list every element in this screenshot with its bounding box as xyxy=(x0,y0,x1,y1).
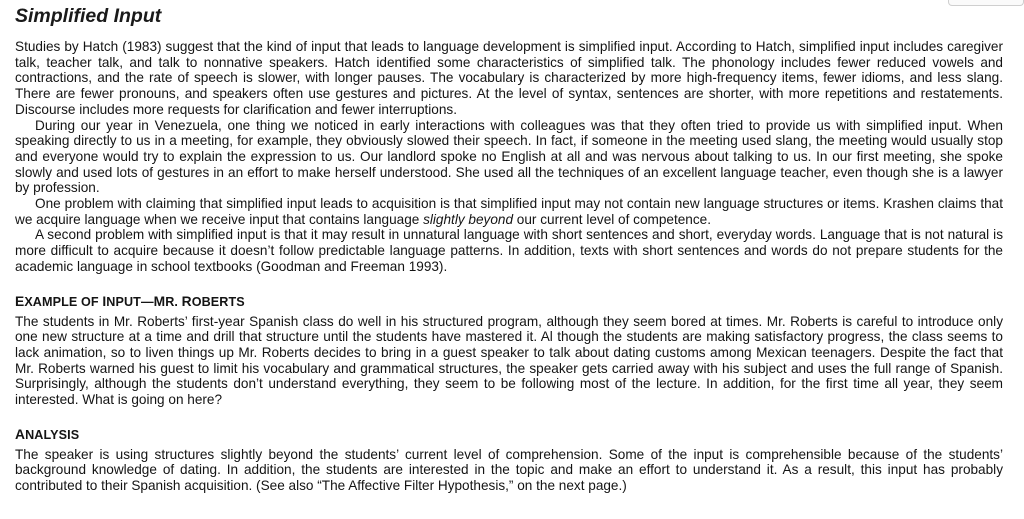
analysis-heading-nalysis: NALYSIS xyxy=(25,427,80,442)
page-title: Simplified Input xyxy=(15,5,162,27)
example-heading-i: I xyxy=(102,293,107,309)
example-heading xyxy=(15,294,1003,309)
example-heading-nput: NPUT xyxy=(106,294,141,309)
example-text: The students in Mr. Roberts’ first-year Spanish class do well in his structured program, although they seem bored at times. Mr. Roberts is careful to introduce only one new structure at a time and drill that structure until the students have mastered it. Al though the students are making satisfactory progress, the class seems to lack animation, so to liven things up Mr. Roberts decides to bring in a guest speaker to talk about dating customs among Mexican teenagers. Despite the fact that Mr. Roberts warned his guest to limit his vocabulary and grammatical structures, the speaker gets carried away with his subject and uses the full range of Spanish. Surprisingly, although the students don’t understand everything, they seem to be following most of the lecture. In addition, for the first time all year, they seem interested. What is going on here? xyxy=(15,313,1003,408)
example-heading-e: E xyxy=(15,293,25,309)
paragraph-venezuela: During our year in Venezuela, one thing we noticed in early interactions with colleagues was that they often tried to provide us with simplified input. When speaking directly to us in a meeting, for example, they obviously slowed their speech. In fact, if someone in the meeting used slang, the meeting would usually stop and everyone would try to explain the expression to us. Our landlord spoke no English at all and was nervous about talking to us. In our first meeting, she spoke slowly and used lots of gestures in an effort to make herself understood. She used all the techniques of an excellent language teacher, even though she is a lawyer by profession. xyxy=(15,117,1003,196)
paragraph-krashen-before: One problem with claiming that simplified input leads to acquisition is that simplified input may not contain new language structures or items. Krashen claims that we acquire language when we receive input that contains language xyxy=(15,196,1003,227)
example-heading-of: OF xyxy=(81,294,99,309)
example-heading-xample: XAMPLE xyxy=(24,294,78,309)
example-heading-dash: — xyxy=(140,294,154,309)
example-heading-r2: R xyxy=(181,293,192,309)
analysis-heading-a: A xyxy=(15,426,26,442)
paragraph-krashen-after: our current level of competence. xyxy=(513,211,711,227)
paragraph-hatch: Studies by Hatch (1983) suggest that the kind of input that leads to language development is simplified input. According to Hatch, simplified input includes caregiver talk, teacher talk, and talk to nonnative speakers. Hatch identified some characteristics of simplified talk. The phonology includes fewer reduced vowels and contractions, and the rate of speech is slower, with longer pauses. The vocabulary is characterized by more high-frequency items, fewer idioms, and less slang. There are fewer pronouns, and speakers often use gestures and pictures. At the level of syntax, sentences are shorter, with more repetitions and restatements. Discourse includes more requests for clarification and fewer interruptions. xyxy=(15,39,1003,117)
paragraph-krashen xyxy=(15,196,1003,227)
document-page xyxy=(15,0,1003,494)
paragraph-second-problem: A second problem with simplified input is that it may result in unnatural language with short sentences and short, everyday words. Language that is not natural is more difficult to acquire because it doesn’t follow predictable language patterns. In addition, texts with short sentences and words do not prepare students for the academic language in school textbooks (Goodman and Freeman 1993). xyxy=(15,227,1003,274)
example-heading-r: R. xyxy=(165,294,179,309)
example-heading-oberts: OBERTS xyxy=(191,294,245,309)
analysis-heading xyxy=(15,427,1003,442)
example-heading-m: M xyxy=(153,293,166,309)
paragraph-krashen-emphasis: slightly beyond xyxy=(423,211,514,227)
analysis-text: The speaker is using structures slightly beyond the students’ current level of comprehension. Some of the input is comprehensible because of the students’ background knowledge of dating. In addition, the students are interested in the topic and make an effort to understand it. As a result, this input has probably contributed to their Spanish acquisition. (See also “The Affective Filter Hypothesis,” on the next page.) xyxy=(15,446,1003,494)
